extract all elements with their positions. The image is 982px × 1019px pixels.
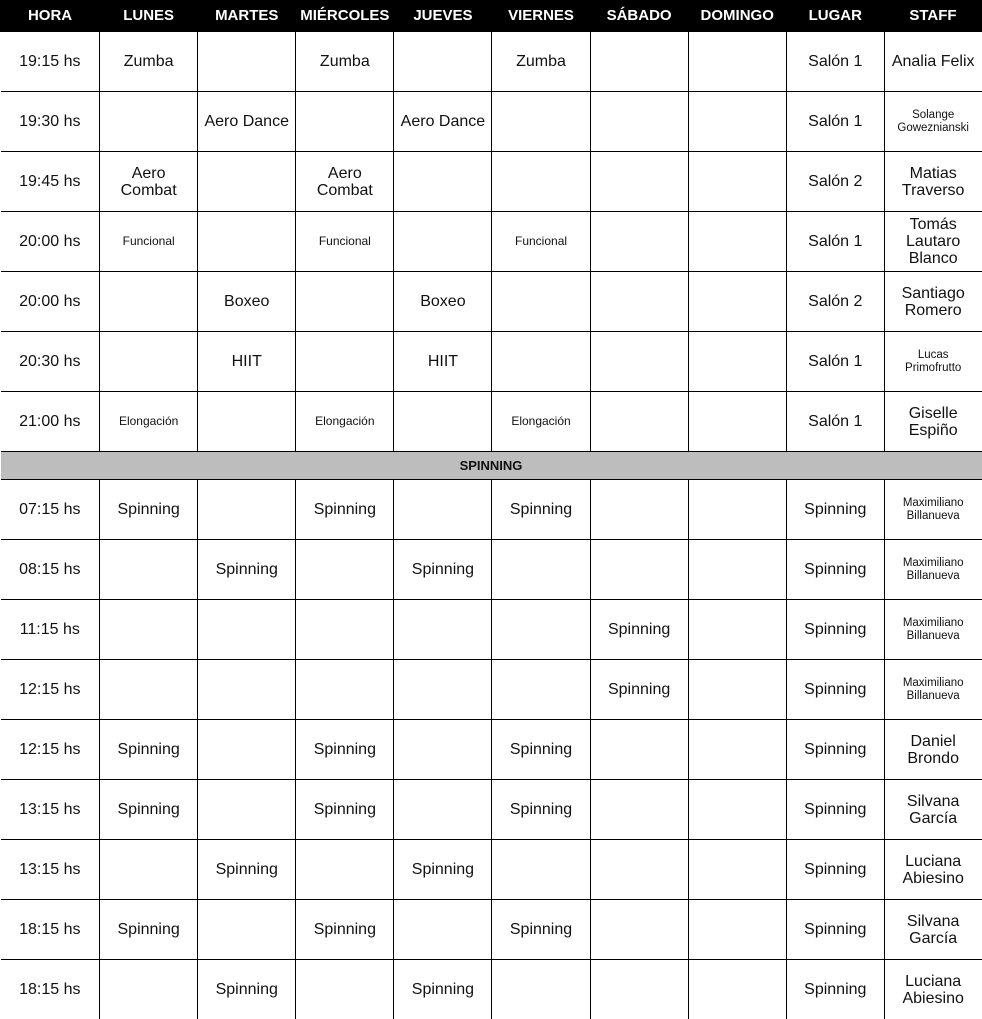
header-miercoles: MIÉRCOLES (296, 0, 394, 32)
cell-hora: 19:45 hs (1, 152, 100, 212)
cell-martes (198, 32, 296, 92)
header-domingo: DOMINGO (688, 0, 786, 32)
cell-staff: Maximiliano Billanueva (884, 480, 981, 540)
cell-lugar: Salón 1 (786, 212, 884, 272)
table-row (1, 960, 982, 1019)
cell-lunes (100, 600, 198, 660)
cell-staff: Lucas Primofrutto (884, 332, 981, 392)
cell-miercoles (296, 332, 394, 392)
table-row (1, 92, 982, 152)
cell-martes (198, 780, 296, 840)
cell-miercoles (296, 540, 394, 600)
cell-lugar: Salón 2 (786, 152, 884, 212)
cell-lunes (100, 272, 198, 332)
cell-jueves (394, 660, 492, 720)
section-title: SPINNING (1, 452, 982, 480)
cell-sabado (590, 332, 688, 392)
cell-jueves (394, 780, 492, 840)
table-row (1, 32, 982, 92)
cell-miercoles: Elongación (296, 392, 394, 452)
cell-lugar: Spinning (786, 960, 884, 1019)
cell-martes: HIIT (198, 332, 296, 392)
cell-lunes: Elongación (100, 392, 198, 452)
cell-lugar: Salón 1 (786, 392, 884, 452)
cell-lugar: Salón 1 (786, 32, 884, 92)
table-header (1, 0, 982, 32)
cell-lugar: Spinning (786, 720, 884, 780)
cell-sabado (590, 392, 688, 452)
cell-staff: Silvana García (884, 780, 981, 840)
cell-staff: Luciana Abiesino (884, 960, 981, 1019)
cell-jueves: HIIT (394, 332, 492, 392)
cell-domingo (688, 212, 786, 272)
cell-viernes: Zumba (492, 32, 590, 92)
cell-domingo (688, 32, 786, 92)
cell-jueves (394, 480, 492, 540)
cell-hora: 20:00 hs (1, 212, 100, 272)
cell-viernes (492, 272, 590, 332)
cell-staff: Tomás Lautaro Blanco (884, 212, 981, 272)
cell-sabado (590, 152, 688, 212)
cell-viernes (492, 600, 590, 660)
header-staff: STAFF (884, 0, 981, 32)
cell-jueves (394, 392, 492, 452)
cell-hora: 13:15 hs (1, 840, 100, 900)
cell-domingo (688, 332, 786, 392)
header-hora: HORA (1, 0, 100, 32)
cell-miercoles (296, 660, 394, 720)
cell-miercoles: Aero Combat (296, 152, 394, 212)
section-row (1, 452, 982, 480)
cell-viernes: Funcional (492, 212, 590, 272)
cell-miercoles: Zumba (296, 32, 394, 92)
cell-viernes: Spinning (492, 900, 590, 960)
cell-martes: Aero Dance (198, 92, 296, 152)
cell-staff: Maximiliano Billanueva (884, 600, 981, 660)
cell-miercoles (296, 92, 394, 152)
cell-jueves (394, 600, 492, 660)
cell-lugar: Spinning (786, 600, 884, 660)
cell-viernes: Elongación (492, 392, 590, 452)
cell-domingo (688, 392, 786, 452)
cell-miercoles: Funcional (296, 212, 394, 272)
cell-domingo (688, 720, 786, 780)
cell-staff: Santiago Romero (884, 272, 981, 332)
cell-jueves (394, 900, 492, 960)
cell-miercoles (296, 600, 394, 660)
cell-jueves: Spinning (394, 540, 492, 600)
cell-hora: 20:00 hs (1, 272, 100, 332)
table-row (1, 660, 982, 720)
cell-staff: Maximiliano Billanueva (884, 540, 981, 600)
header-viernes: VIERNES (492, 0, 590, 32)
header-lunes: LUNES (100, 0, 198, 32)
cell-lugar: Salón 1 (786, 92, 884, 152)
cell-sabado: Spinning (590, 660, 688, 720)
cell-staff: Maximiliano Billanueva (884, 660, 981, 720)
cell-hora: 19:30 hs (1, 92, 100, 152)
cell-lunes: Spinning (100, 480, 198, 540)
table-row (1, 720, 982, 780)
cell-sabado (590, 900, 688, 960)
cell-sabado (590, 840, 688, 900)
cell-domingo (688, 840, 786, 900)
cell-domingo (688, 780, 786, 840)
cell-jueves: Boxeo (394, 272, 492, 332)
cell-martes: Spinning (198, 540, 296, 600)
cell-lugar: Spinning (786, 480, 884, 540)
header-martes: MARTES (198, 0, 296, 32)
header-lugar: LUGAR (786, 0, 884, 32)
cell-viernes (492, 540, 590, 600)
table-row (1, 900, 982, 960)
cell-lunes: Zumba (100, 32, 198, 92)
cell-hora: 12:15 hs (1, 660, 100, 720)
cell-sabado (590, 540, 688, 600)
cell-domingo (688, 272, 786, 332)
cell-hora: 19:15 hs (1, 32, 100, 92)
cell-sabado (590, 272, 688, 332)
cell-miercoles: Spinning (296, 480, 394, 540)
cell-lunes: Spinning (100, 900, 198, 960)
cell-sabado (590, 780, 688, 840)
cell-hora: 08:15 hs (1, 540, 100, 600)
cell-lunes (100, 92, 198, 152)
cell-viernes (492, 840, 590, 900)
cell-viernes (492, 152, 590, 212)
cell-jueves (394, 720, 492, 780)
cell-sabado (590, 720, 688, 780)
cell-hora: 18:15 hs (1, 900, 100, 960)
cell-miercoles (296, 840, 394, 900)
cell-viernes (492, 660, 590, 720)
cell-sabado (590, 92, 688, 152)
cell-lugar: Spinning (786, 840, 884, 900)
cell-lugar: Salón 1 (786, 332, 884, 392)
cell-lunes (100, 660, 198, 720)
cell-jueves: Spinning (394, 960, 492, 1019)
cell-jueves (394, 32, 492, 92)
table-row (1, 840, 982, 900)
cell-domingo (688, 960, 786, 1019)
cell-lunes: Spinning (100, 780, 198, 840)
cell-lunes: Funcional (100, 212, 198, 272)
cell-sabado (590, 960, 688, 1019)
cell-martes (198, 660, 296, 720)
cell-domingo (688, 92, 786, 152)
cell-martes (198, 152, 296, 212)
cell-staff: Silvana García (884, 900, 981, 960)
cell-lugar: Spinning (786, 900, 884, 960)
cell-staff: Solange Goweznianski (884, 92, 981, 152)
cell-viernes (492, 332, 590, 392)
table-row (1, 152, 982, 212)
cell-miercoles: Spinning (296, 900, 394, 960)
cell-lunes: Aero Combat (100, 152, 198, 212)
cell-viernes: Spinning (492, 780, 590, 840)
cell-domingo (688, 480, 786, 540)
cell-martes (198, 900, 296, 960)
cell-martes (198, 480, 296, 540)
cell-jueves: Spinning (394, 840, 492, 900)
cell-lunes: Spinning (100, 720, 198, 780)
cell-domingo (688, 600, 786, 660)
header-row (1, 0, 982, 32)
cell-sabado (590, 212, 688, 272)
cell-lunes (100, 332, 198, 392)
table-row (1, 272, 982, 332)
cell-lugar: Spinning (786, 540, 884, 600)
cell-viernes (492, 960, 590, 1019)
cell-lunes (100, 540, 198, 600)
cell-domingo (688, 152, 786, 212)
cell-lugar: Spinning (786, 660, 884, 720)
cell-sabado: Spinning (590, 600, 688, 660)
cell-domingo (688, 540, 786, 600)
table-row (1, 332, 982, 392)
cell-martes: Spinning (198, 840, 296, 900)
cell-hora: 07:15 hs (1, 480, 100, 540)
cell-jueves (394, 152, 492, 212)
cell-martes (198, 212, 296, 272)
table-row (1, 600, 982, 660)
cell-jueves (394, 212, 492, 272)
table-row (1, 480, 982, 540)
table-row (1, 392, 982, 452)
header-sabado: SÁBADO (590, 0, 688, 32)
cell-staff: Luciana Abiesino (884, 840, 981, 900)
cell-martes: Spinning (198, 960, 296, 1019)
cell-lunes (100, 840, 198, 900)
cell-staff: Daniel Brondo (884, 720, 981, 780)
cell-martes (198, 720, 296, 780)
cell-miercoles: Spinning (296, 780, 394, 840)
cell-hora: 12:15 hs (1, 720, 100, 780)
cell-hora: 13:15 hs (1, 780, 100, 840)
cell-hora: 18:15 hs (1, 960, 100, 1019)
cell-hora: 11:15 hs (1, 600, 100, 660)
cell-lunes (100, 960, 198, 1019)
header-jueves: JUEVES (394, 0, 492, 32)
cell-lugar: Spinning (786, 780, 884, 840)
cell-hora: 20:30 hs (1, 332, 100, 392)
cell-hora: 21:00 hs (1, 392, 100, 452)
cell-miercoles: Spinning (296, 720, 394, 780)
cell-miercoles (296, 272, 394, 332)
table-row (1, 540, 982, 600)
cell-miercoles (296, 960, 394, 1019)
cell-jueves: Aero Dance (394, 92, 492, 152)
table-row (1, 212, 982, 272)
cell-staff: Matias Traverso (884, 152, 981, 212)
cell-martes (198, 600, 296, 660)
cell-domingo (688, 900, 786, 960)
cell-staff: Giselle Espiño (884, 392, 981, 452)
table-row (1, 780, 982, 840)
cell-viernes (492, 92, 590, 152)
cell-viernes: Spinning (492, 720, 590, 780)
cell-viernes: Spinning (492, 480, 590, 540)
cell-lugar: Salón 2 (786, 272, 884, 332)
cell-martes (198, 392, 296, 452)
cell-staff: Analia Felix (884, 32, 981, 92)
cell-sabado (590, 480, 688, 540)
cell-domingo (688, 660, 786, 720)
cell-martes: Boxeo (198, 272, 296, 332)
cell-sabado (590, 32, 688, 92)
table-body (1, 32, 982, 1019)
